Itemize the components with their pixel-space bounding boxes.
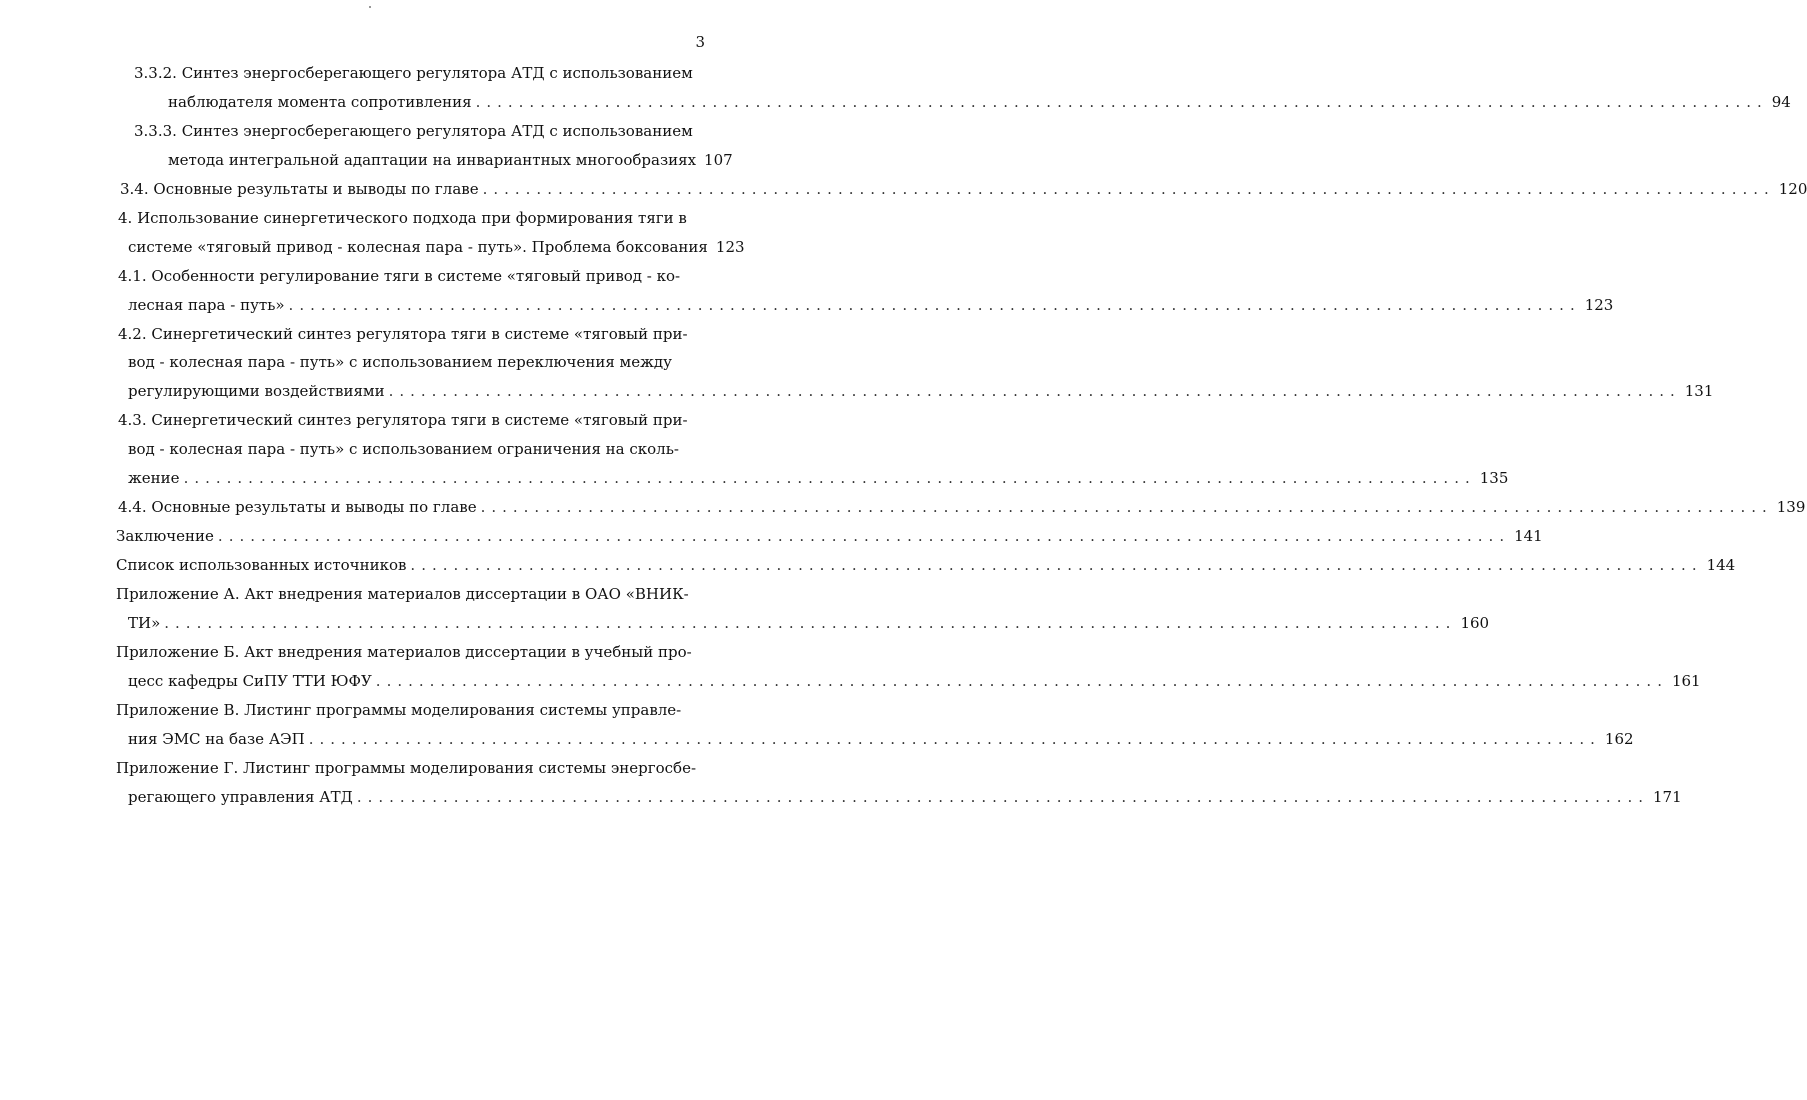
toc-entry-text: 3.3.3. Синтез энергосберегающего регулятора АТД с использованием: [134, 121, 693, 140]
toc-entry-text: 3.4. Основные результаты и выводы по главе: [120, 179, 479, 198]
toc-entry-text: вод - колесная пара - путь» с использованием ограничения на сколь-: [128, 440, 679, 459]
toc-page-number: 94: [1771, 92, 1791, 111]
toc-entry[interactable]: [0, 204, 745, 262]
toc-entry[interactable]: [0, 551, 1736, 580]
toc-entry[interactable]: [0, 117, 733, 175]
toc-page-number: 135: [1479, 469, 1509, 488]
dot-leader: ........................................................................................................................: [217, 527, 1511, 546]
toc-entry-text: регающего управления АТД: [128, 787, 353, 806]
toc-entry[interactable]: [0, 638, 1701, 696]
toc-entry-text: метода интегральной адаптации на инвариантных многообразиях: [168, 150, 697, 169]
toc-entry-text: лесная пара - путь»: [128, 295, 285, 314]
dot-leader: ........................................................................................................................: [480, 498, 1773, 517]
toc-entry-text: 3.3.2. Синтез энергосберегающего регулятора АТД с использованием: [134, 64, 693, 82]
toc-entry-text: ния ЭМС на базе АЭП: [128, 729, 305, 748]
toc-entry-text: Список использованных источников: [116, 556, 407, 575]
toc-entry[interactable]: [0, 580, 1490, 638]
toc-page-number: 123: [715, 237, 745, 256]
toc-entry-text: Приложение В. Листинг программы моделирования системы управле-: [116, 700, 682, 719]
toc-entry-text: 4.1. Особенности регулирование тяги в системе «тяговый привод - ко-: [118, 266, 681, 285]
toc-entry-text: ТИ»: [128, 614, 161, 633]
toc-page-number: 123: [1584, 295, 1614, 314]
toc-entry[interactable]: [0, 696, 1634, 754]
toc-page-number: 171: [1653, 787, 1682, 806]
toc-page-number: 141: [1514, 527, 1543, 546]
toc-entry[interactable]: [0, 522, 1543, 551]
dot-leader: ........................................................................................................................: [288, 295, 1581, 314]
toc-entry-text: регулирующими воздействиями: [128, 382, 385, 401]
toc-entry[interactable]: [0, 493, 1806, 522]
dot-leader: ........................................................................................................................: [375, 671, 1668, 690]
toc-page-number: 120: [1778, 179, 1807, 198]
toc-page-number: 107: [704, 150, 733, 169]
toc-entry-text: Заключение: [116, 527, 214, 546]
dot-leader: ........................................................................................................................: [308, 729, 1601, 748]
toc-entry-text: жение: [128, 469, 180, 488]
toc-entry-text: Приложение А. Акт внедрения материалов диссертации в ОАО «ВНИК-: [116, 585, 689, 604]
toc-entry-text: цесс кафедры СиПУ ТТИ ЮФУ: [128, 671, 372, 690]
toc-entry[interactable]: [0, 406, 1509, 493]
dot-leader: ........................................................................................................................: [475, 92, 1768, 111]
dot-leader: ........................................................................................................................: [164, 614, 1457, 633]
toc-entry-text: 4. Использование синергетического подхода при формирования тяги в: [118, 208, 687, 227]
toc-entry[interactable]: [0, 59, 1791, 117]
dot-leader: ........................................................................................................................: [183, 469, 1476, 488]
scan-speck: [369, 6, 371, 8]
toc-page-number: 161: [1671, 671, 1701, 690]
toc-entry-text: системе «тяговый привод - колесная пара - путь». Проблема боксования: [128, 237, 708, 256]
toc-entry[interactable]: [0, 175, 1807, 204]
toc-entry-text: Приложение Г. Листинг программы моделирования системы энергосбе-: [116, 758, 697, 777]
toc-entry[interactable]: [0, 754, 1682, 812]
toc-entry-text: Приложение Б. Акт внедрения материалов диссертации в учебный про-: [116, 643, 692, 661]
toc-page-number: 144: [1706, 556, 1736, 575]
toc-entry[interactable]: [0, 320, 1714, 407]
toc-entry[interactable]: [0, 262, 1614, 320]
page-number: 3: [695, 33, 705, 51]
toc-page-number: 162: [1604, 729, 1634, 748]
toc-entry-text: 4.2. Синергетический синтез регулятора тяги в системе «тяговый при-: [118, 324, 688, 343]
toc-entry-text: 4.3. Синергетический синтез регулятора тяги в системе «тяговый при-: [118, 411, 688, 430]
dot-leader: ........................................................................................................................: [356, 787, 1649, 806]
toc-page-number: 139: [1776, 498, 1806, 517]
toc-entry-text: наблюдателя момента сопротивления: [168, 92, 472, 111]
dot-leader: ........................................................................................................................: [482, 179, 1775, 198]
dot-leader: ........................................................................................................................: [410, 556, 1703, 575]
toc-page-number: 131: [1684, 382, 1714, 401]
toc-page-number: 160: [1460, 614, 1490, 633]
toc-entry-text: 4.4. Основные результаты и выводы по главе: [118, 498, 477, 517]
toc-entry-text: вод - колесная пара - путь» с использованием переключения между: [128, 353, 672, 372]
dot-leader: ........................................................................................................................: [388, 382, 1681, 401]
